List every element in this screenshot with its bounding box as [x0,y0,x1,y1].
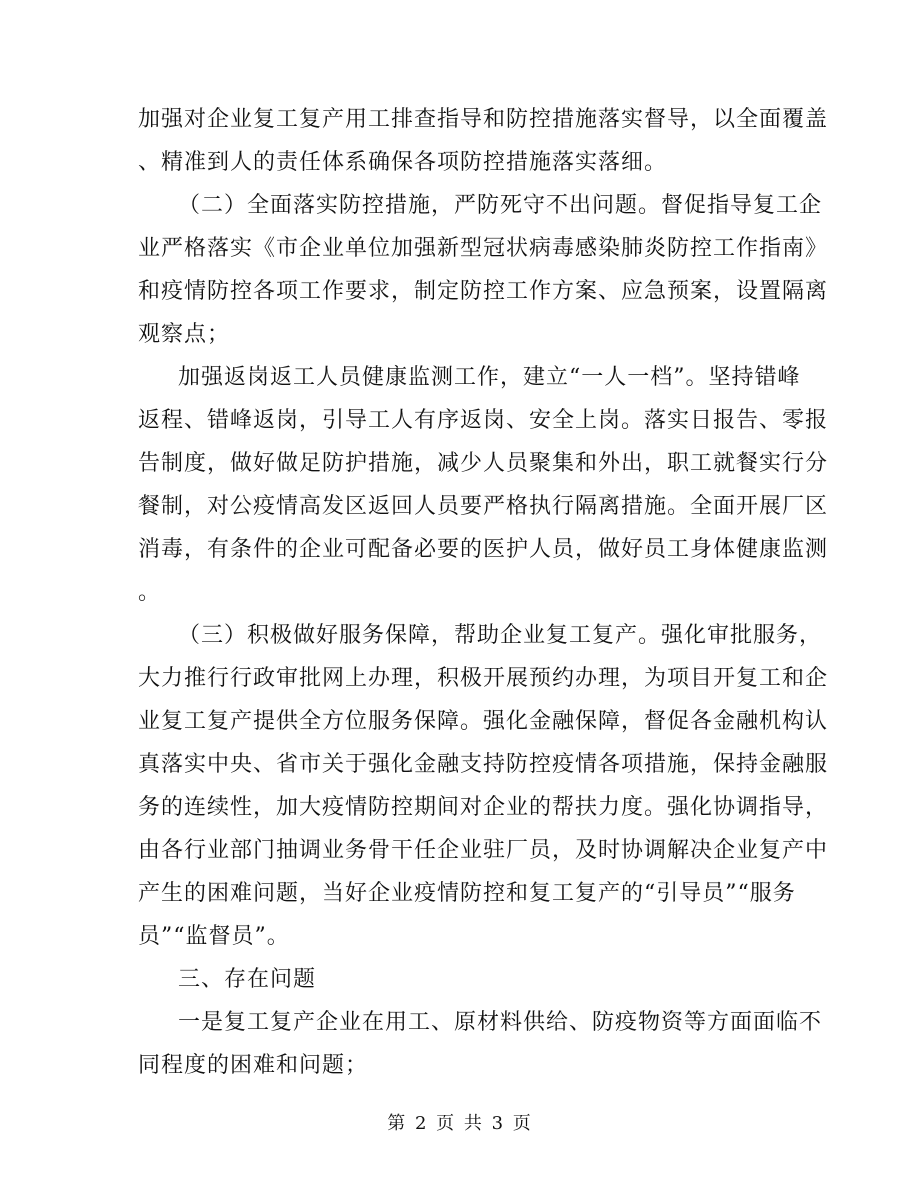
text-line: 餐制，对公疫情高发区返回人员要严格执行隔离措施。全面开展厂区 [138,494,829,519]
text-line: 真落实中央、省市关于强化金融支持防控疫情各项措施，保持金融服 [138,752,829,777]
paragraph-start-line: 加强返岗返工人员健康监测工作，建立“一人一档”。坚持错峰 [178,365,801,390]
text-line: 同程度的困难和问题； [138,1053,369,1078]
text-line: 由各行业部门抽调业务骨干任企业驻厂员，及时协调解决企业复产中 [138,838,829,863]
text-line: 大力推行行政审批网上办理，积极开展预约办理，为项目开复工和企 [138,666,829,691]
text-line: 消毒，有条件的企业可配备必要的医护人员，做好员工身体健康监测 [138,537,829,562]
text-line: 业严格落实《市企业单位加强新型冠状病毒感染肺炎防控工作指南》 [138,236,829,261]
text-line: 观察点； [138,322,231,347]
text-line: 告制度，做好做足防护措施，减少人员聚集和外出，职工就餐实行分 [138,451,829,476]
paragraph-start-line: （三）积极做好服务保障，帮助企业复工复产。强化审批服务， [178,623,823,648]
paragraph-start-line: （二）全面落实防控措施，严防死守不出问题。督促指导复工企 [178,193,823,218]
paragraph-start-line: 一是复工复产企业在用工、原材料供给、防疫物资等方面面临不 [178,1010,823,1035]
text-line: 和疫情防控各项工作要求，制定防控工作方案、应急预案，设置隔离 [138,279,829,304]
text-line: 。 [138,580,162,605]
text-line: 返程、错峰返岗，引导工人有序返岗、安全上岗。落实日报告、零报 [138,408,829,433]
section-heading: 三、存在问题 [178,967,317,992]
page-number-footer: 第 2 页 共 3 页 [387,1113,533,1134]
text-line: 加强对企业复工复产用工排查指导和防控措施落实督导，以全面覆盖 [138,107,829,132]
text-line: 务的连续性，加大疫情防控期间对企业的帮扶力度。强化协调指导， [138,795,829,820]
text-line: 产生的困难问题，当好企业疫情防控和复工复产的“引导员”“服务 [138,881,796,906]
text-line: 员”“监督员”。 [138,924,290,949]
text-line: 业复工复产提供全方位服务保障。强化金融保障，督促各金融机构认 [138,709,829,734]
text-line: 、精准到人的责任体系确保各项防控措施落实落细。 [138,150,668,175]
